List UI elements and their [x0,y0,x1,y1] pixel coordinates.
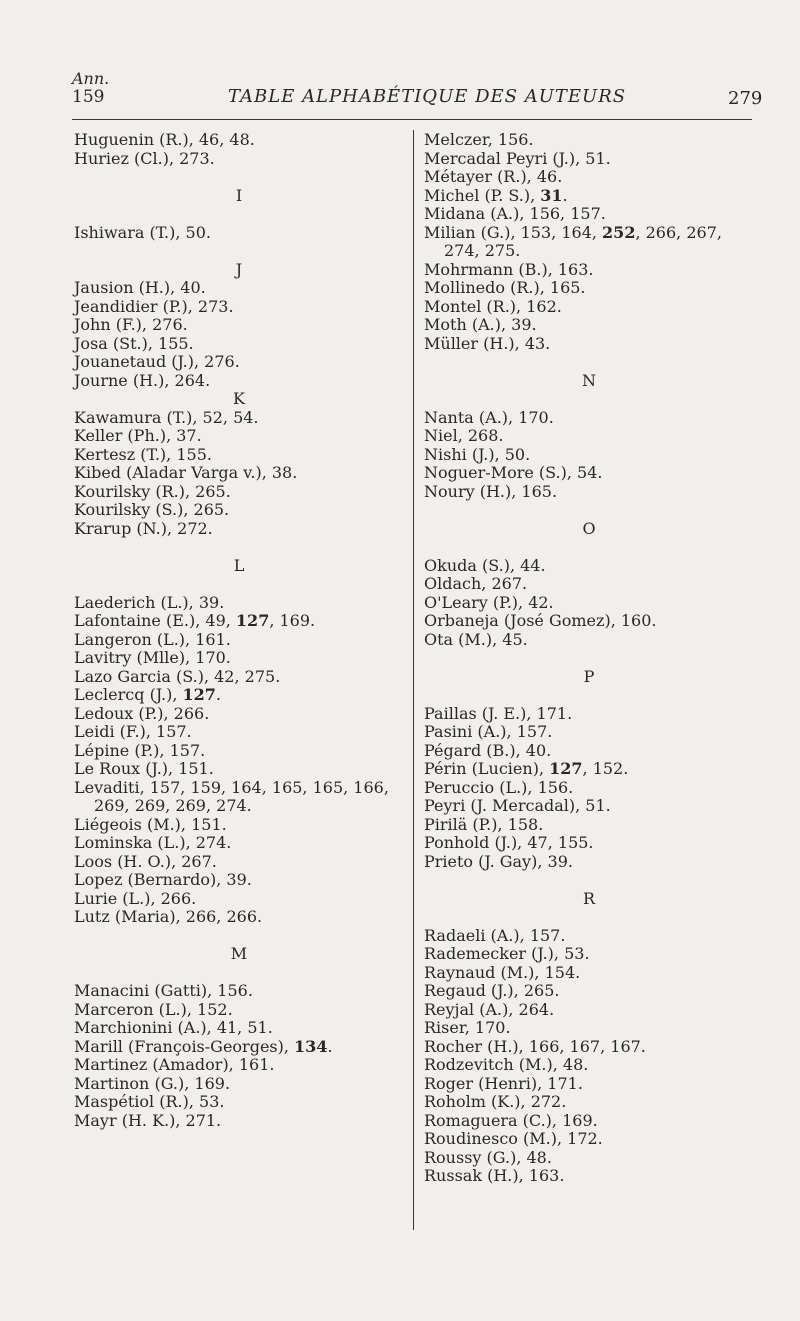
entry-bold-page: 127 [235,611,270,630]
index-entry: Lavitry (Mlle), 170. [74,648,231,667]
index-entry: Keller (Ph.), 37. [74,426,202,445]
index-entry: Huguenin (R.), 46, 48. [74,130,255,149]
index-entry: Mollinedo (R.), 165. [424,278,586,297]
index-entry: Leidi (F.), 157. [74,722,192,741]
index-entry: Rocher (H.), 166, 167, 167. [424,1036,646,1056]
entry-text: Milian (G.), 153, 164, [424,222,603,242]
spacer [74,242,404,261]
index-entry: Ota (M.), 45. [424,629,528,649]
index-entry: Métayer (R.), 46. [424,167,563,186]
index-entry: Müller (H.), 43. [424,333,551,353]
column-divider [413,130,414,1230]
spacer [424,353,754,372]
index-entry: Niel, 268. [424,426,504,445]
index-entry: Krarup (N.), 272. [74,518,213,538]
section-letter: L [233,555,245,575]
index-entry: Noguer-More (S.), 54. [424,463,603,482]
page-number: 279 [728,88,763,109]
index-entry: Nanta (A.), 170. [424,407,554,427]
index-entry: Kawamura (T.), 52, 54. [74,407,259,427]
index-entry: Peruccio (L.), 156. [424,777,574,797]
index-entry: Peyri (J. Mercadal), 51. [424,796,611,815]
index-entry: Josa (St.), 155. [74,333,194,353]
spacer [424,686,754,705]
spacer [74,575,404,594]
index-entry: Montel (R.), 162. [424,296,562,316]
index-entry: Martinez (Amador), 161. [74,1055,275,1074]
index-entry: Marchionini (A.), 41, 51. [74,1018,273,1037]
spacer [424,538,754,557]
entry-text: Périn (Lucien), [424,759,550,778]
page-title: TABLE ALPHABÉTIQUE DES AUTEURS [228,86,627,107]
index-entry: Levaditi, 157, 159, 164, 165, 165, 166, 269, 269, 269, 274. [74,777,389,815]
index-entry: Nishi (J.), 50. [424,444,531,464]
entry-text-after: . [562,185,568,205]
header-volume: 159 [72,87,105,107]
index-entry: Noury (H.), 165. [424,481,558,501]
entry-bold-page: 31 [540,185,563,205]
index-entry: Raynaud (M.), 154. [424,962,581,982]
spacer [74,964,404,983]
index-entry: Ishiwara (T.), 50. [74,222,211,242]
index-entry: Roholm (K.), 272. [424,1092,567,1111]
index-entry [74,612,404,631]
index-entry: Roudinesco (M.), 172. [424,1129,603,1148]
left-column [74,131,404,1130]
spacer [74,927,404,946]
section-letter: M [230,944,248,963]
entry-text-after: , 169. [269,611,316,630]
index-entry: Lazo Garcia (S.), 42, 275. [74,666,281,686]
index-entry: Roussy (G.), 48. [424,1147,552,1167]
index-entry: Romaguera (C.), 169. [424,1110,598,1130]
index-entry: Midana (A.), 156, 157. [424,204,606,223]
spacer [74,168,404,187]
index-entry: Jouanetaud (J.), 276. [74,352,240,371]
index-entry: Pirilä (P.), 158. [424,814,544,834]
index-entry: Jeandidier (P.), 273. [74,296,234,316]
index-entry: Paillas (J. E.), 171. [424,703,573,723]
index-entry [74,686,404,705]
index-entry: Pégard (B.), 40. [424,740,552,760]
entry-text-after: . [327,1036,333,1056]
index-entry: Pasini (A.), 157. [424,722,553,741]
entry-bold-page: 127 [182,685,216,704]
entry-bold-page: 127 [549,759,583,778]
spacer [424,501,754,520]
header-annotation: Ann. [72,69,110,88]
index-entry: O'Leary (P.), 42. [424,592,554,612]
index-entry: Liégeois (M.), 151. [74,814,227,834]
spacer [74,205,404,224]
index-entry: Kourilsky (S.), 265. [74,500,230,519]
index-entry: Rodzevitch (M.), 48. [424,1055,589,1074]
spacer [424,390,754,409]
index-entry: Jausion (H.), 40. [74,278,206,297]
index-entry: Lurie (L.), 266. [74,888,197,908]
index-entry: Russak (H.), 163. [424,1166,565,1185]
index-entry: Kertesz (T.), 155. [74,444,212,464]
section-letter: O [582,518,596,538]
index-entry: Manacini (Gatti), 156. [74,981,253,1000]
entry-text-after: , 152. [582,759,629,778]
index-entry: Roger (Henri), 171. [424,1073,583,1093]
spacer [74,538,404,557]
index-entry: Martinon (G.), 169. [74,1073,231,1093]
section-letter: N [582,370,596,390]
index-entry: Le Roux (J.), 151. [74,759,214,778]
index-entry: Kourilsky (R.), 265. [74,481,231,501]
index-entry: Orbaneja (José Gomez), 160. [424,611,657,630]
spacer [424,871,754,890]
section-letter: I [235,185,243,205]
index-entry [424,187,754,206]
entry-text-after: . [215,685,221,704]
index-entry: Ponhold (J.), 47, 155. [424,833,594,852]
index-entry [74,1038,404,1057]
index-entry: Melczer, 156. [424,130,534,149]
entry-text: Michel (P. S.), [424,185,541,205]
section-letter: K [233,389,245,408]
index-entry: Oldach, 267. [424,574,528,593]
index-entry [424,760,754,779]
index-entry: Ledoux (P.), 266. [74,703,210,723]
index-entry: Laederich (L.), 39. [74,592,225,612]
index-entry: Radaeli (A.), 157. [424,925,566,945]
entry-bold-page: 252 [602,222,636,242]
spacer [424,649,754,668]
index-entry: Journe (H.), 264. [74,370,211,390]
index-entry: Maspétiol (R.), 53. [74,1092,225,1111]
index-entry: Loos (H. O.), 267. [74,851,217,871]
index-entry: Lominska (L.), 274. [74,833,232,852]
index-entry: Lopez (Bernardo), 39. [74,870,252,889]
index-entry [424,224,754,261]
index-entry: Okuda (S.), 44. [424,555,546,575]
entry-text: Marill (François-Georges), [74,1036,295,1056]
index-entry: Moth (A.), 39. [424,315,537,334]
header-rule [72,119,752,120]
index-entry: John (F.), 276. [74,315,188,334]
index-entry: Mayr (H. K.), 271. [74,1110,222,1130]
entry-text: Lafontaine (E.), 49, [74,611,236,630]
index-entry: Kibed (Aladar Varga v.), 38. [74,463,298,482]
section-letter: R [582,888,596,908]
index-entry: Lépine (P.), 157. [74,740,206,760]
index-entry: Prieto (J. Gay), 39. [424,851,573,871]
index-entry: Mohrmann (B.), 163. [424,259,594,279]
index-entry: Mercadal Peyri (J.), 51. [424,148,611,168]
index-entry: Lutz (Maria), 266, 266. [74,907,263,926]
index-entry: Regaud (J.), 265. [424,981,560,1000]
entry-bold-page: 134 [294,1036,328,1056]
right-column [424,131,754,1186]
index-entry: Reyjal (A.), 264. [424,999,555,1019]
spacer [424,908,754,927]
index-entry: Langeron (L.), 161. [74,629,231,649]
index-entry: Riser, 170. [424,1018,511,1037]
section-letter: J [235,259,243,279]
section-letter: P [583,666,595,686]
index-entry: Huriez (Cl.), 273. [74,148,215,168]
index-entry: Marceron (L.), 152. [74,999,233,1019]
entry-text: Leclercq (J.), [74,685,183,704]
entry-text-after: , 266, 267, 274, 275. [444,222,722,260]
index-entry: Rademecker (J.), 53. [424,944,590,963]
